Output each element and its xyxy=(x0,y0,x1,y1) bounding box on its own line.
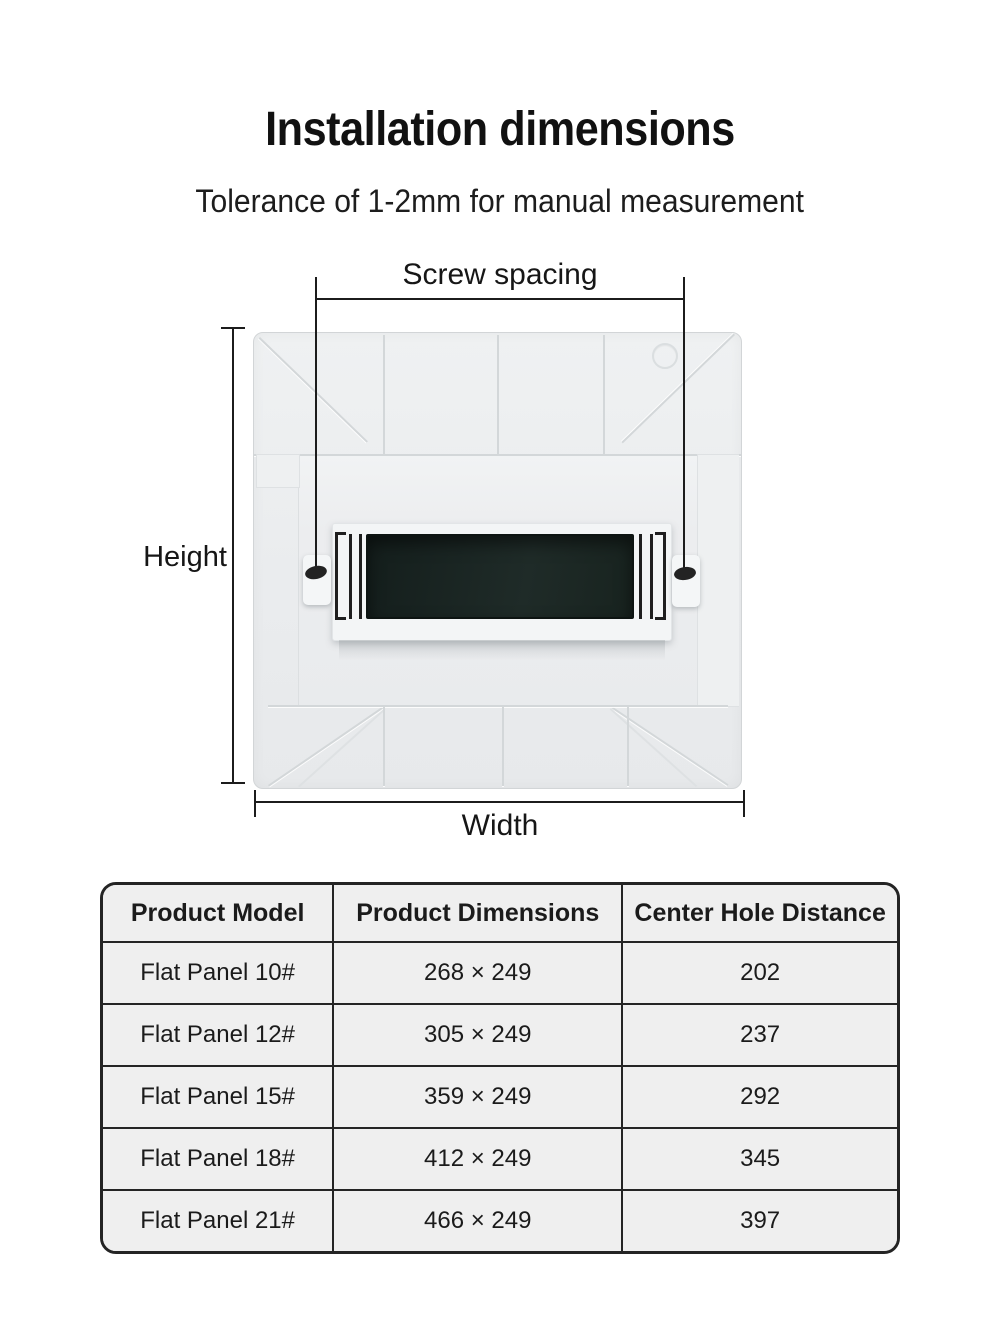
rail-mark-right-bar-1 xyxy=(639,534,642,619)
table-row xyxy=(103,1004,897,1066)
column-header-product-model: Product Model xyxy=(103,885,333,942)
cell-dimensions: 466 × 249 xyxy=(333,1190,622,1251)
enclosure-box xyxy=(253,332,742,789)
cell-dimensions: 268 × 249 xyxy=(333,942,622,1004)
spec-table xyxy=(100,882,900,1254)
screw-spacing-dimension-line xyxy=(316,298,684,300)
rail-mark-left-bracket-serif-bottom xyxy=(335,617,346,620)
mount-hole-ring xyxy=(652,343,678,369)
height-dimension-cap-bottom xyxy=(221,782,245,784)
width-dimension-line xyxy=(255,801,745,803)
page-subtitle-text: Tolerance of 1-2mm for manual measurement xyxy=(195,183,805,219)
cell-model: Flat Panel 18# xyxy=(103,1128,333,1190)
height-label: Height xyxy=(143,541,227,573)
rib-bottom-vertical-1 xyxy=(383,707,385,786)
table-row xyxy=(103,1066,897,1128)
rail-mark-left-bar-2 xyxy=(359,534,362,619)
rib-bottom-vertical-3 xyxy=(627,707,629,786)
rail-mark-right-bracket-serif-top xyxy=(655,532,666,535)
cell-center-hole-distance: 237 xyxy=(622,1004,897,1066)
screw-lug-right xyxy=(672,555,700,607)
rail-mark-left-bar-1 xyxy=(349,534,352,619)
rib-diagonal-bottom-left-2 xyxy=(298,708,386,787)
side-step-right xyxy=(697,454,739,707)
screw-spacing-label: Screw spacing xyxy=(402,258,598,291)
table-header-row xyxy=(103,885,897,942)
height-dimension-line xyxy=(232,328,234,784)
rail-mark-left-bracket xyxy=(335,534,338,619)
height-dimension-cap-top xyxy=(221,327,245,329)
cell-model: Flat Panel 15# xyxy=(103,1066,333,1128)
cell-dimensions: 305 × 249 xyxy=(333,1004,622,1066)
rail-mark-right-bracket xyxy=(663,534,666,619)
rib-diagonal-top-right xyxy=(621,334,735,444)
rib-diagonal-bottom-right xyxy=(612,707,729,786)
mounting-window xyxy=(366,534,634,619)
table-row xyxy=(103,942,897,1004)
cell-center-hole-distance: 202 xyxy=(622,942,897,1004)
rib-top-vertical-3 xyxy=(603,335,605,455)
rail-mark-right-bar-2 xyxy=(650,534,653,619)
screw-spacing-extension-line-left xyxy=(315,277,317,570)
rib-top-vertical-1 xyxy=(383,335,385,455)
rail-mark-left-bracket-serif-top xyxy=(335,532,346,535)
rib-top-vertical-2 xyxy=(497,335,499,455)
cell-center-hole-distance: 292 xyxy=(622,1066,897,1128)
rib-diagonal-bottom-left xyxy=(268,707,383,787)
page-title-text: Installation dimensions xyxy=(265,103,735,156)
side-step-left xyxy=(256,454,300,488)
cell-model: Flat Panel 12# xyxy=(103,1004,333,1066)
table-row xyxy=(103,1128,897,1190)
rib-bottom-vertical-2 xyxy=(502,707,504,786)
cell-center-hole-distance: 397 xyxy=(622,1190,897,1251)
cell-center-hole-distance: 345 xyxy=(622,1128,897,1190)
bottom-shelf-line xyxy=(268,705,728,707)
screw-spacing-extension-line-right xyxy=(683,277,685,571)
screw-lug-left xyxy=(303,555,331,605)
column-header-product-dimensions: Product Dimensions xyxy=(333,885,622,942)
cell-dimensions: 359 × 249 xyxy=(333,1066,622,1128)
cell-model: Flat Panel 21# xyxy=(103,1190,333,1251)
rib-diagonal-bottom-right-2 xyxy=(610,708,698,787)
rail-mark-right-bracket-serif-bottom xyxy=(655,617,666,620)
table-row xyxy=(103,1190,897,1251)
width-label: Width xyxy=(461,809,539,842)
column-header-center-hole-distance: Center Hole Distance xyxy=(622,885,897,942)
cell-dimensions: 412 × 249 xyxy=(333,1128,622,1190)
page-subtitle xyxy=(0,181,1000,228)
page-title xyxy=(0,102,1000,169)
rib-diagonal-top-left xyxy=(259,337,368,443)
cell-model: Flat Panel 10# xyxy=(103,942,333,1004)
